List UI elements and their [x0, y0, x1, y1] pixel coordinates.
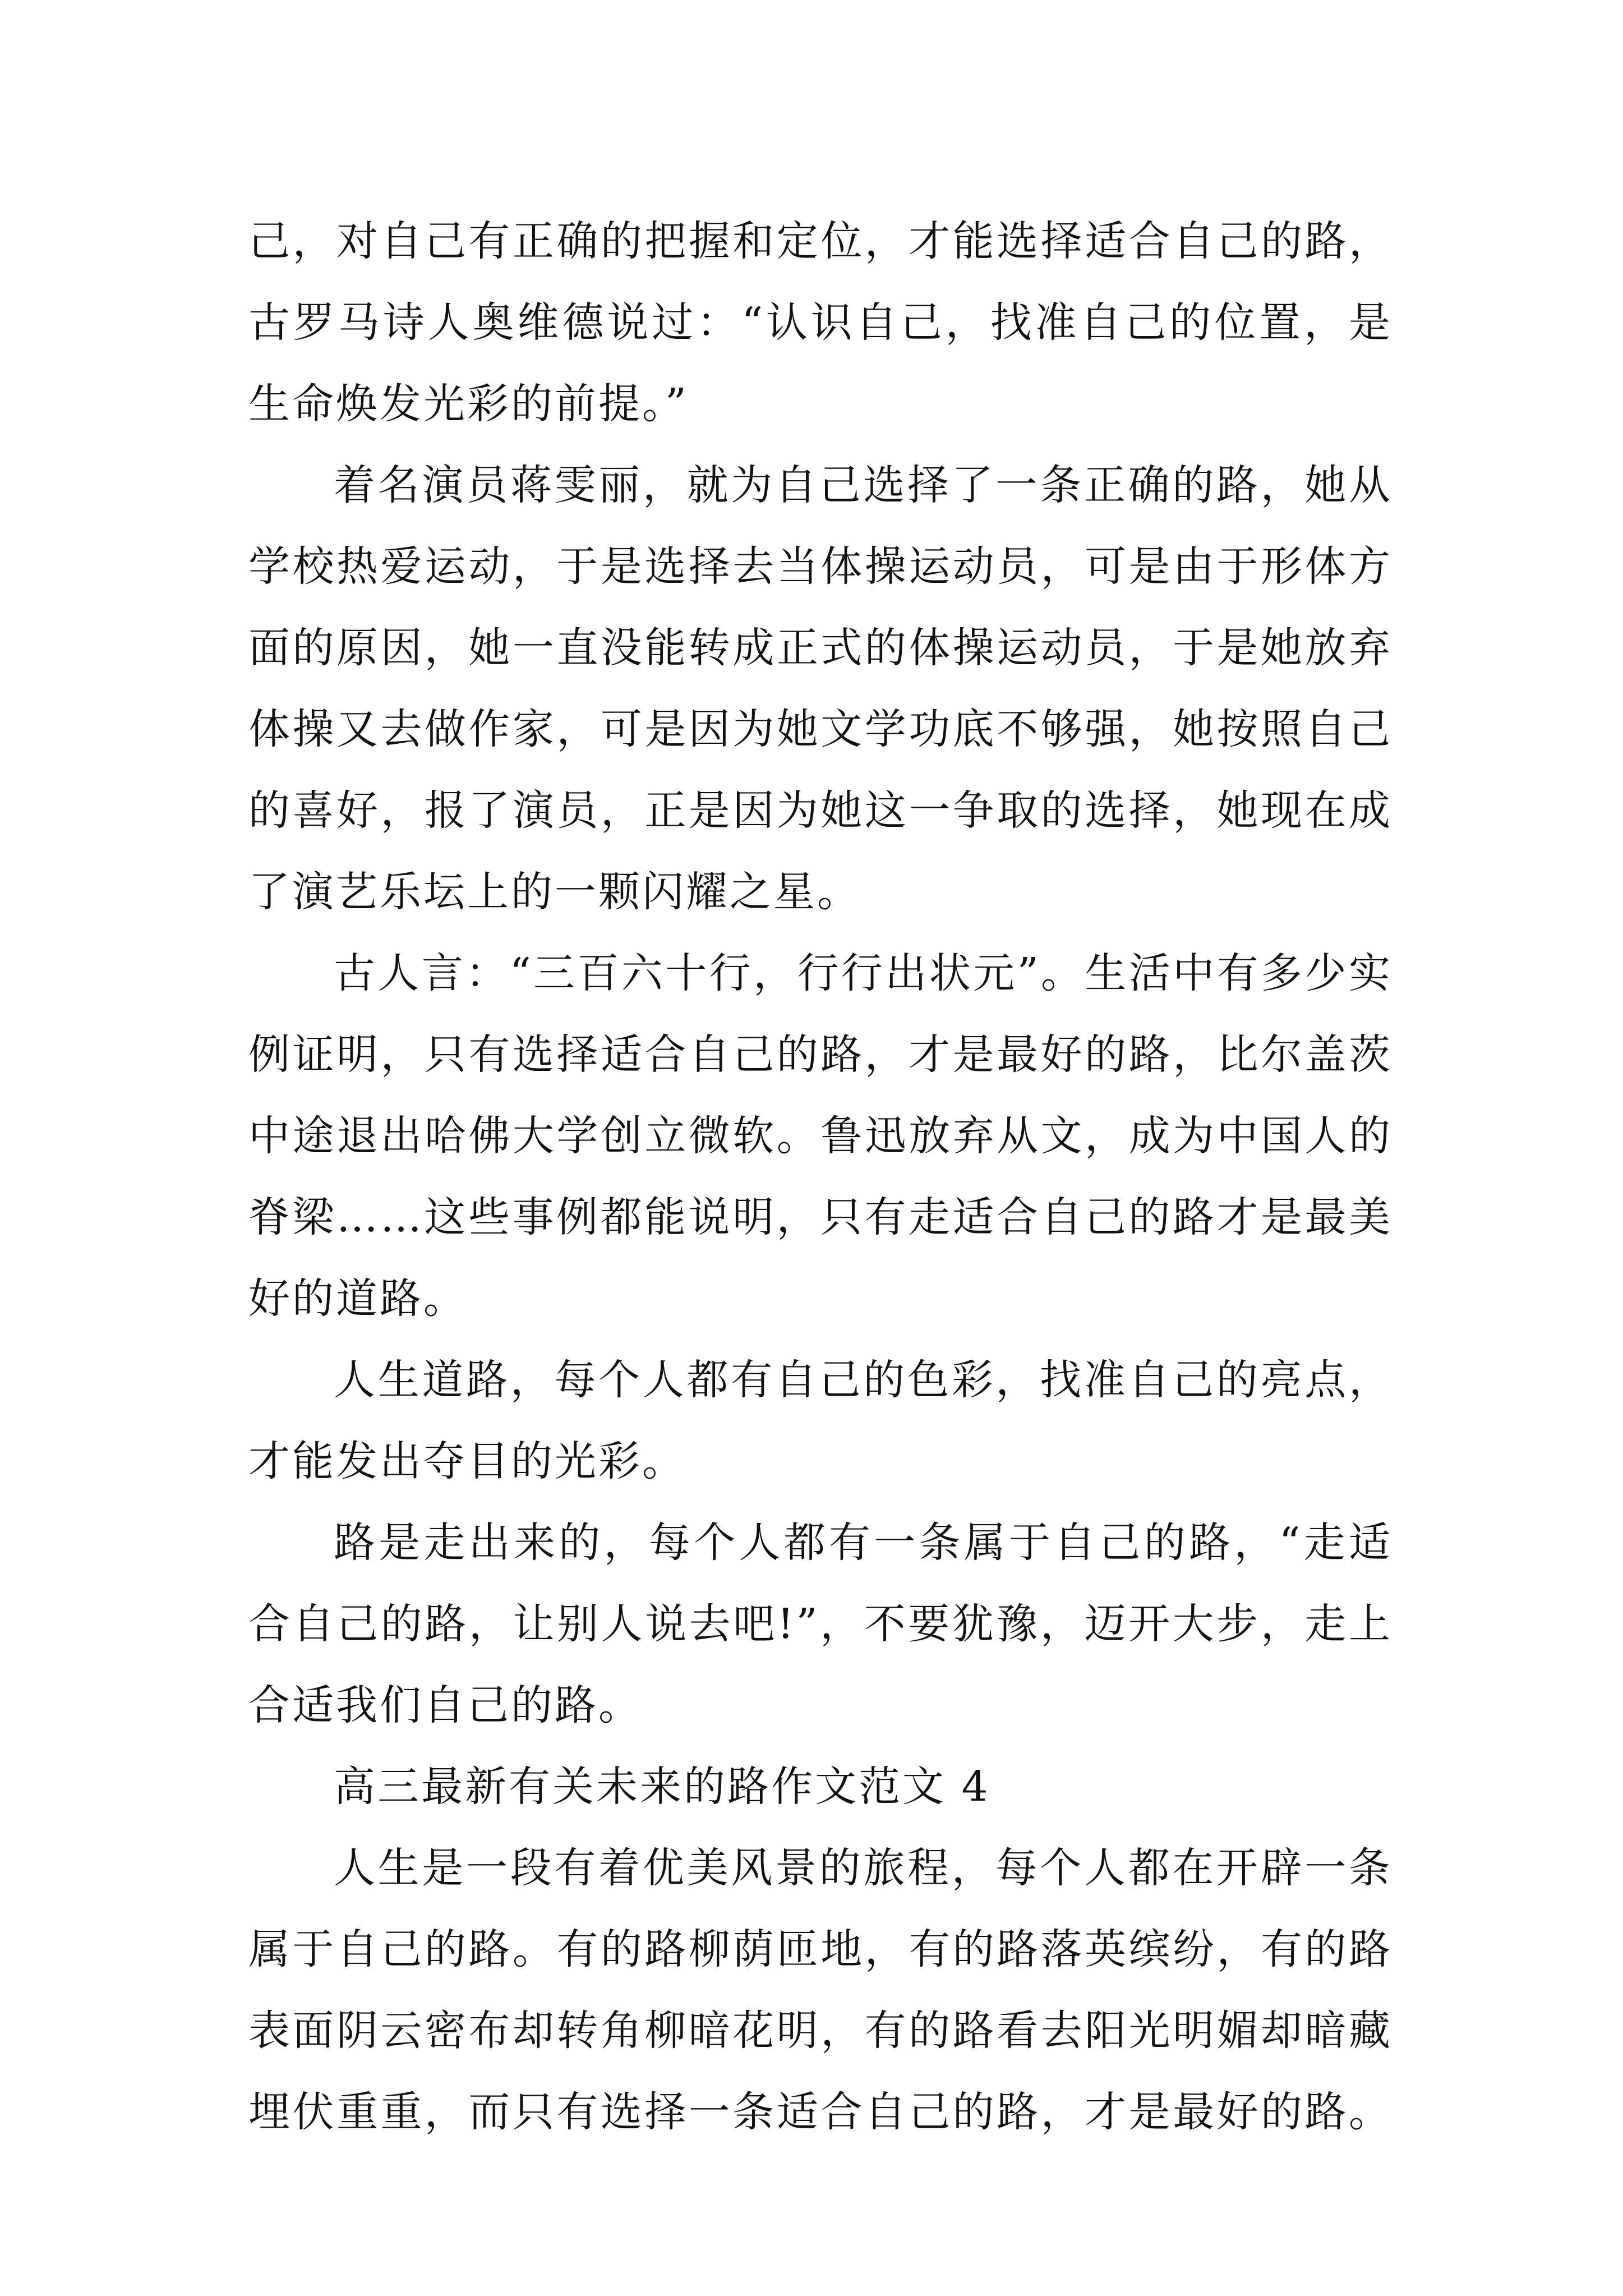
text-line: 合适我们自己的路。 — [248, 1681, 642, 1729]
text-line: 生命焕发光彩的前提。” — [248, 380, 689, 428]
paragraph-first-line: 古人言：“三百六十行，行行出状元”。生活中有多少实 — [334, 949, 1393, 997]
text-line: 表面阴云密布却转角柳暗花明，有的路看去阳光明媚却暗藏 — [248, 2007, 1393, 2055]
paragraph-first-line: 人生道路，每个人都有自己的色彩，找准自己的亮点， — [334, 1356, 1393, 1404]
text-line: 例证明，只有选择适合自己的路，才是最好的路，比尔盖茨 — [248, 1030, 1393, 1079]
text-line: 中途退出哈佛大学创立微软。鲁迅放弃从文，成为中国人的 — [248, 1112, 1393, 1160]
paragraph-first-line: 路是走出来的，每个人都有一条属于自己的路，“走适 — [334, 1519, 1393, 1567]
paragraph-first-line: 着名演员蒋雯丽，就为自己选择了一条正确的路，她从 — [334, 461, 1393, 509]
text-line: 合自己的路，让别人说去吧!”，不要犹豫，迈开大步，走上 — [248, 1600, 1393, 1648]
text-line: 埋伏重重，而只有选择一条适合自己的路，才是最好的路。 — [248, 2088, 1393, 2136]
text-line: 体操又去做作家，可是因为她文学功底不够强，她按照自己 — [248, 705, 1393, 753]
text-line: 己，对自己有正确的把握和定位，才能选择适合自己的路， — [248, 217, 1393, 265]
text-line: 学校热爱运动，于是选择去当体操运动员，可是由于形体方 — [248, 542, 1393, 591]
document-body — [248, 201, 1393, 2153]
text-line: 古罗马诗人奥维德说过：“认识自己，找准自己的位置，是 — [248, 298, 1393, 347]
text-line: 的喜好，报了演员，正是因为她这一争取的选择，她现在成 — [248, 786, 1393, 835]
text-line: 才能发出夺目的光彩。 — [248, 1437, 686, 1485]
paragraph-first-line: 人生是一段有着优美风景的旅程，每个人都在开辟一条 — [334, 1844, 1393, 1892]
text-line: 了演艺乐坛上的一颗闪耀之星。 — [248, 868, 861, 916]
text-line: 好的道路。 — [248, 1274, 467, 1323]
text-line: 脊梁……这些事例都能说明，只有走适合自己的路才是最美 — [248, 1193, 1393, 1241]
paragraph-first-line: 高三最新有关未来的路作文范文 4 — [334, 1763, 990, 1811]
text-line: 属于自己的路。有的路柳荫匝地，有的路落英缤纷，有的路 — [248, 1925, 1393, 1973]
text-line: 面的原因，她一直没能转成正式的体操运动员，于是她放弃 — [248, 624, 1393, 672]
